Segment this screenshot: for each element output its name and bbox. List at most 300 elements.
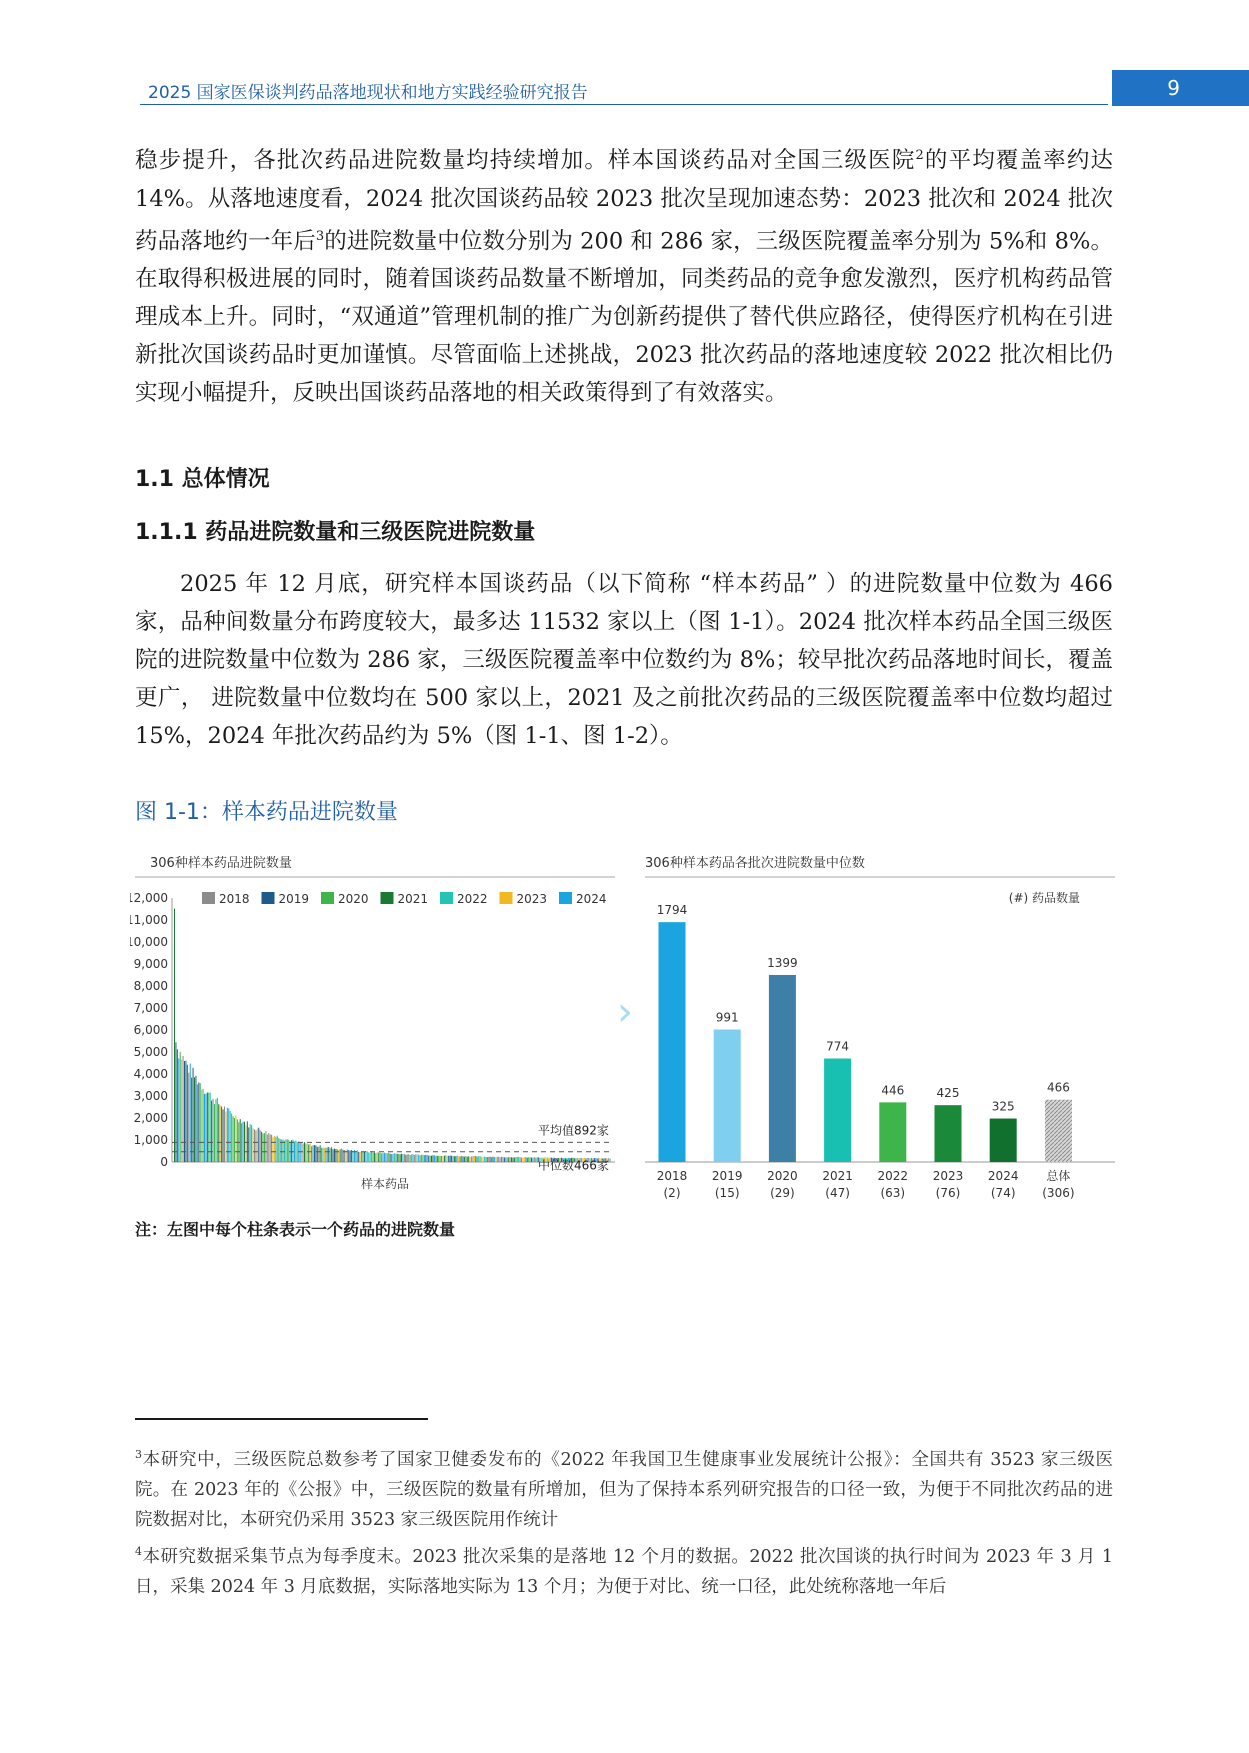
left-bar bbox=[305, 1143, 306, 1162]
left-bar bbox=[247, 1121, 248, 1162]
left-bar bbox=[458, 1156, 459, 1162]
left-bar bbox=[228, 1108, 229, 1162]
left-bar bbox=[195, 1076, 196, 1162]
left-y-tick-label: 1,000 bbox=[133, 1133, 168, 1147]
left-bar bbox=[381, 1153, 382, 1162]
left-bar bbox=[507, 1157, 508, 1162]
left-bar bbox=[432, 1155, 433, 1162]
left-bar bbox=[320, 1145, 321, 1162]
left-bar bbox=[278, 1138, 279, 1162]
left-bar bbox=[180, 1052, 181, 1162]
left-legend-swatch bbox=[202, 892, 215, 904]
left-bar bbox=[257, 1129, 258, 1162]
left-bar bbox=[398, 1154, 399, 1162]
right-bar-value-label: 466 bbox=[1046, 1080, 1070, 1095]
left-y-tick-label: 2,000 bbox=[133, 1111, 168, 1125]
left-bar bbox=[263, 1133, 264, 1162]
left-bar bbox=[457, 1156, 458, 1162]
left-y-tick-label: 4,000 bbox=[133, 1067, 168, 1081]
left-bar bbox=[231, 1114, 232, 1162]
left-bar bbox=[243, 1122, 244, 1162]
left-x-label: 样本药品 bbox=[360, 1177, 410, 1191]
left-bar bbox=[351, 1150, 352, 1162]
left-bar bbox=[482, 1157, 483, 1162]
right-count-label: (74) bbox=[990, 1186, 1016, 1200]
right-category-label: 2024 bbox=[987, 1169, 1019, 1183]
left-bar bbox=[318, 1147, 319, 1162]
left-bar bbox=[383, 1153, 384, 1162]
left-bar bbox=[325, 1148, 326, 1162]
left-bar bbox=[275, 1137, 276, 1162]
right-count-label: (29) bbox=[770, 1186, 795, 1200]
right-bar-value-label: 325 bbox=[991, 1099, 1015, 1114]
left-bar bbox=[204, 1094, 205, 1162]
left-bar bbox=[348, 1150, 349, 1162]
left-bar bbox=[397, 1154, 398, 1162]
left-bar bbox=[485, 1157, 486, 1162]
left-bar bbox=[367, 1151, 368, 1162]
left-bar bbox=[380, 1153, 381, 1162]
left-bar bbox=[388, 1153, 389, 1162]
left-bar bbox=[508, 1157, 509, 1162]
left-bar bbox=[355, 1151, 356, 1162]
left-bar bbox=[315, 1145, 316, 1162]
left-legend-swatch bbox=[262, 892, 275, 904]
left-bar bbox=[455, 1156, 456, 1162]
left-bar bbox=[304, 1142, 305, 1162]
left-bar bbox=[190, 1064, 191, 1162]
left-bar bbox=[337, 1149, 338, 1162]
left-bar bbox=[498, 1157, 499, 1162]
left-chart bbox=[130, 855, 615, 1191]
left-bar bbox=[221, 1107, 222, 1162]
left-bar bbox=[295, 1140, 296, 1162]
left-bar bbox=[511, 1157, 512, 1162]
page-number: 9 bbox=[1167, 76, 1180, 100]
left-bar bbox=[214, 1104, 215, 1162]
left-bar bbox=[224, 1106, 225, 1162]
left-bar bbox=[248, 1127, 249, 1162]
right-category-label: 2023 bbox=[932, 1169, 964, 1183]
left-bar bbox=[323, 1148, 324, 1162]
left-bar bbox=[488, 1157, 489, 1162]
left-bar bbox=[497, 1157, 498, 1162]
left-bar bbox=[233, 1116, 234, 1162]
page-header bbox=[0, 0, 1249, 110]
left-bar bbox=[203, 1089, 204, 1162]
right-legend-note: (#) 药品数量 bbox=[1008, 891, 1080, 905]
left-bar bbox=[244, 1122, 245, 1162]
left-bar bbox=[472, 1156, 473, 1162]
left-legend-label: 2018 bbox=[219, 892, 250, 906]
left-bar bbox=[501, 1157, 502, 1162]
left-bar bbox=[471, 1156, 472, 1162]
left-bar bbox=[477, 1157, 478, 1162]
left-bar bbox=[520, 1157, 521, 1162]
right-bar bbox=[659, 922, 686, 1162]
left-bar bbox=[368, 1152, 369, 1162]
left-bar bbox=[514, 1158, 515, 1162]
left-y-tick-label: 5,000 bbox=[133, 1045, 168, 1059]
left-bar bbox=[215, 1099, 216, 1162]
left-bar bbox=[441, 1156, 442, 1162]
left-bar bbox=[478, 1156, 479, 1162]
left-bar bbox=[188, 1073, 189, 1162]
left-bar bbox=[260, 1130, 261, 1162]
left-bar bbox=[418, 1155, 419, 1162]
left-bar bbox=[284, 1140, 285, 1162]
left-y-tick-label: 7,000 bbox=[133, 1001, 168, 1015]
left-bar bbox=[241, 1123, 242, 1162]
left-bar bbox=[434, 1155, 435, 1162]
left-bar bbox=[412, 1154, 413, 1162]
left-bar bbox=[245, 1125, 246, 1162]
right-bar-value-label: 425 bbox=[936, 1086, 960, 1101]
left-bar bbox=[467, 1157, 468, 1162]
intro-text-a: 稳步提升，各批次药品进院数量均持续增加。样本国谈药品对全国三级医院 bbox=[135, 147, 916, 174]
left-bar bbox=[531, 1158, 532, 1162]
left-bar bbox=[494, 1157, 495, 1162]
footnote-ref-3: 3 bbox=[315, 228, 325, 244]
right-category-label: 2018 bbox=[656, 1169, 688, 1183]
left-bar bbox=[211, 1101, 212, 1162]
left-bar bbox=[487, 1157, 488, 1162]
left-bar bbox=[333, 1149, 334, 1162]
right-bar bbox=[824, 1059, 851, 1162]
left-bar bbox=[350, 1151, 351, 1162]
left-bar bbox=[331, 1147, 332, 1162]
left-chart-title: 306种样本药品进院数量 bbox=[150, 856, 292, 871]
left-bar bbox=[492, 1157, 493, 1162]
right-category-label: 2019 bbox=[711, 1169, 743, 1183]
left-annotations bbox=[172, 1122, 613, 1172]
left-bar bbox=[347, 1149, 348, 1162]
left-bar bbox=[405, 1155, 406, 1162]
left-bar bbox=[445, 1155, 446, 1162]
left-bar bbox=[417, 1154, 418, 1162]
left-bar bbox=[394, 1153, 395, 1162]
left-bar bbox=[404, 1154, 405, 1162]
header-title: 2025 国家医保谈判药品落地现状和地方实践经验研究报告 bbox=[148, 83, 588, 103]
left-y-tick-label: 6,000 bbox=[133, 1023, 168, 1037]
left-bar bbox=[360, 1152, 361, 1162]
left-bar bbox=[218, 1104, 219, 1162]
left-bar bbox=[345, 1151, 346, 1162]
left-bar bbox=[427, 1155, 428, 1162]
left-bar bbox=[480, 1156, 481, 1162]
right-bar bbox=[714, 1030, 741, 1162]
section-heading: 1.1 总体情况 bbox=[135, 467, 270, 492]
left-bar bbox=[253, 1128, 254, 1162]
left-bar bbox=[421, 1155, 422, 1162]
chevron-right-icon: › bbox=[617, 989, 633, 1035]
left-bar bbox=[201, 1090, 202, 1162]
left-bar bbox=[527, 1158, 528, 1162]
left-bar bbox=[301, 1143, 302, 1162]
left-bar bbox=[464, 1157, 465, 1162]
left-bar bbox=[391, 1154, 392, 1162]
right-bars bbox=[645, 903, 1115, 1200]
left-bar bbox=[610, 1159, 611, 1162]
left-bar bbox=[270, 1135, 271, 1162]
left-legend-label: 2020 bbox=[338, 892, 369, 906]
left-bar bbox=[435, 1156, 436, 1162]
left-bar bbox=[450, 1156, 451, 1162]
left-bar bbox=[474, 1156, 475, 1162]
left-bar bbox=[530, 1157, 531, 1162]
left-bar bbox=[237, 1120, 238, 1162]
left-legend-swatch bbox=[321, 892, 334, 904]
left-bar bbox=[287, 1139, 288, 1162]
left-y-tick-label: 0 bbox=[160, 1155, 168, 1169]
left-y-tick-label: 11,000 bbox=[130, 913, 168, 927]
left-bar bbox=[174, 909, 175, 1162]
left-bar bbox=[470, 1157, 471, 1162]
left-bar bbox=[197, 1084, 198, 1162]
left-bar bbox=[415, 1154, 416, 1162]
left-bar bbox=[334, 1149, 335, 1162]
left-bar bbox=[437, 1156, 438, 1162]
left-bar bbox=[502, 1157, 503, 1162]
left-legend bbox=[202, 892, 607, 906]
left-bar bbox=[447, 1156, 448, 1162]
left-bar bbox=[461, 1156, 462, 1162]
left-bar bbox=[401, 1154, 402, 1162]
left-bar bbox=[384, 1153, 385, 1162]
left-bar bbox=[178, 1058, 179, 1162]
left-bar bbox=[448, 1156, 449, 1162]
right-count-label: (2) bbox=[663, 1186, 681, 1200]
right-category-label: 2021 bbox=[822, 1169, 853, 1183]
figure-svg bbox=[130, 850, 1120, 1210]
left-y-tick-label: 10,000 bbox=[130, 935, 168, 949]
left-bar bbox=[273, 1137, 274, 1162]
right-bar bbox=[935, 1105, 962, 1162]
left-bar bbox=[310, 1144, 311, 1162]
left-bar bbox=[505, 1157, 506, 1162]
left-bar bbox=[402, 1154, 403, 1162]
left-bar bbox=[475, 1156, 476, 1162]
left-bar bbox=[387, 1153, 388, 1162]
left-legend-label: 2024 bbox=[576, 892, 607, 906]
left-bar bbox=[420, 1155, 421, 1162]
left-bar bbox=[207, 1093, 208, 1162]
left-bar bbox=[353, 1151, 354, 1162]
left-bar bbox=[341, 1149, 342, 1162]
left-bar bbox=[225, 1112, 226, 1162]
left-bar bbox=[268, 1133, 269, 1162]
left-bar bbox=[481, 1157, 482, 1162]
left-bar bbox=[444, 1156, 445, 1162]
left-bar bbox=[361, 1151, 362, 1162]
left-bar bbox=[265, 1131, 266, 1162]
body-paragraph bbox=[135, 565, 1113, 755]
intro-paragraph bbox=[135, 137, 1113, 412]
left-bar bbox=[408, 1154, 409, 1162]
left-bar bbox=[428, 1156, 429, 1162]
left-bar bbox=[267, 1135, 268, 1162]
left-bar bbox=[303, 1143, 304, 1162]
right-category-label: 2020 bbox=[767, 1169, 798, 1183]
right-bar-value-label: 1794 bbox=[656, 903, 688, 918]
left-bar bbox=[227, 1108, 228, 1162]
right-bar bbox=[990, 1119, 1017, 1162]
left-bar bbox=[324, 1148, 325, 1162]
left-bar bbox=[235, 1116, 236, 1162]
left-bar bbox=[184, 1061, 185, 1162]
left-bar bbox=[177, 1049, 178, 1162]
figure-note: 注：左图中每个柱条表示一个药品的进院数量 bbox=[135, 1220, 456, 1239]
left-bar bbox=[294, 1142, 295, 1162]
left-bar bbox=[524, 1157, 525, 1162]
left-bar bbox=[335, 1149, 336, 1162]
left-bar bbox=[340, 1149, 341, 1162]
left-bar bbox=[452, 1156, 453, 1162]
left-bar bbox=[517, 1157, 518, 1162]
left-bar bbox=[307, 1143, 308, 1162]
left-bar bbox=[250, 1124, 251, 1162]
left-bar bbox=[375, 1153, 376, 1162]
left-legend-label: 2019 bbox=[278, 892, 310, 906]
left-bar bbox=[327, 1147, 328, 1162]
right-chart-title: 306种样本药品各批次进院数量中位数 bbox=[645, 856, 865, 871]
body-paragraph-text: 2025 年 12 月底，研究样本国谈药品（以下简称 “样本药品” ）的进院数量中位数为 466 家，品种间数量分布跨度较大，最多达 11532 家以上（图 1-1）。2024 批次样本药品全国三级医院的进院数量中位数为 286 家，三级医院覆盖率中位数约为 8%；较早批次药品落地时间长，覆盖更广， 进院数量中位数均在 500 家以上，2021 及之前批次药品的三级医院覆盖率中位数均超过 15%，2024 年批次药品约为 5%（图 1-1、图 1-2）。 bbox=[135, 571, 1113, 749]
right-bar bbox=[1045, 1100, 1072, 1162]
left-bar bbox=[271, 1135, 272, 1162]
left-bar bbox=[194, 1077, 195, 1162]
left-bar bbox=[510, 1157, 511, 1162]
left-bar bbox=[191, 1078, 192, 1162]
left-legend-swatch bbox=[440, 892, 453, 904]
footnote-ref-2: 2 bbox=[915, 148, 924, 163]
left-bar bbox=[393, 1154, 394, 1162]
right-bar bbox=[879, 1102, 906, 1162]
left-bar bbox=[308, 1144, 309, 1162]
left-bar bbox=[230, 1111, 231, 1162]
left-bar bbox=[217, 1098, 218, 1162]
left-bar bbox=[442, 1156, 443, 1162]
left-bar bbox=[187, 1065, 188, 1162]
left-bar bbox=[512, 1157, 513, 1162]
left-legend-swatch bbox=[559, 892, 572, 904]
left-bar bbox=[374, 1152, 375, 1162]
left-bar bbox=[532, 1158, 533, 1162]
left-bar bbox=[365, 1151, 366, 1162]
footnotes bbox=[135, 1440, 1113, 1604]
footnote-3-mark: 3 bbox=[135, 1448, 142, 1461]
left-legend-label: 2021 bbox=[397, 892, 429, 906]
right-bar-value-label: 446 bbox=[881, 1083, 905, 1098]
figure-1-1 bbox=[130, 850, 1120, 1210]
left-bar bbox=[293, 1140, 294, 1162]
left-bar bbox=[223, 1109, 224, 1162]
left-bar bbox=[430, 1156, 431, 1162]
left-bar bbox=[297, 1142, 298, 1162]
left-bar bbox=[390, 1154, 391, 1162]
left-bar bbox=[185, 1061, 186, 1162]
left-bar bbox=[314, 1145, 315, 1162]
left-bar bbox=[311, 1146, 312, 1162]
left-bar bbox=[378, 1153, 379, 1162]
left-bar bbox=[414, 1155, 415, 1162]
left-bar bbox=[255, 1130, 256, 1162]
left-bar bbox=[193, 1068, 194, 1162]
left-bar bbox=[363, 1152, 364, 1162]
right-bar-value-label: 774 bbox=[826, 1039, 850, 1054]
right-chart bbox=[645, 855, 1115, 1200]
left-bar bbox=[313, 1145, 314, 1162]
left-bar bbox=[264, 1133, 265, 1162]
left-bar bbox=[525, 1157, 526, 1162]
left-bar bbox=[274, 1136, 275, 1162]
left-bar bbox=[205, 1094, 206, 1162]
left-bar bbox=[407, 1154, 408, 1162]
header-rule bbox=[140, 104, 1108, 105]
figure-title: 图 1-1：样本药品进院数量 bbox=[135, 800, 398, 825]
left-bar bbox=[277, 1136, 278, 1162]
footnote-4 bbox=[135, 1537, 1113, 1602]
left-bar bbox=[411, 1155, 412, 1162]
right-bar-value-label: 991 bbox=[715, 1010, 739, 1025]
right-bar-value-label: 1399 bbox=[767, 955, 798, 970]
left-bar bbox=[528, 1157, 529, 1162]
left-bar bbox=[371, 1151, 372, 1162]
left-bar bbox=[200, 1083, 201, 1162]
left-y-tick-label: 12,000 bbox=[130, 891, 168, 905]
left-bar bbox=[495, 1157, 496, 1162]
left-bar bbox=[522, 1157, 523, 1162]
right-count-label: (47) bbox=[825, 1186, 850, 1200]
left-bar bbox=[484, 1157, 485, 1162]
left-bar bbox=[535, 1158, 536, 1162]
left-bar bbox=[234, 1118, 235, 1162]
left-bar bbox=[261, 1132, 262, 1162]
left-bar bbox=[240, 1119, 241, 1162]
left-bar bbox=[500, 1157, 501, 1162]
left-bar bbox=[213, 1099, 214, 1162]
left-bar bbox=[291, 1140, 292, 1162]
left-bar bbox=[317, 1147, 318, 1162]
left-bar bbox=[454, 1156, 455, 1162]
left-bar bbox=[468, 1156, 469, 1162]
left-bar bbox=[400, 1154, 401, 1162]
left-bar bbox=[258, 1128, 259, 1162]
left-bar bbox=[395, 1154, 396, 1162]
left-bar bbox=[300, 1143, 301, 1162]
subsection-heading: 1.1.1 药品进院数量和三级医院进院数量 bbox=[135, 520, 536, 545]
left-bar bbox=[183, 1056, 184, 1162]
left-y-tick-label: 8,000 bbox=[133, 979, 168, 993]
left-bar bbox=[424, 1155, 425, 1162]
left-bar bbox=[373, 1153, 374, 1162]
intro-text-c: 的进院数量中位数分别为 200 和 286 家，三级医院覆盖率分别为 5%和 8%。在取得积极进展的同时，随着国谈药品数量不断增加，同类药品的竞争愈发激烈，医疗机构药品管理成本上升。同时，“双通道”管理机制的推广为创新药提供了替代供应路径，使得医疗机构在引进新批次国谈药品时更加谨慎。尽管面临上述挑战，2023 批次药品的落地速度较 2022 批次相比仍实现小幅提升，反映出国谈药品落地的相关政策得到了有效落实。 bbox=[135, 228, 1113, 406]
footnote-4-text: 本研究数据采集节点为每季度末。2023 批次采集的是落地 12 个月的数据。2022 批次国谈的执行时间为 2023 年 3 月 1 日，采集 2024 年 3 月底数据，实际落地实际为 13 个月；为便于对比、统一口径，此处统称落地一年后 bbox=[135, 1546, 1113, 1597]
left-bar bbox=[175, 1042, 176, 1162]
right-category-label: 总体 bbox=[1046, 1169, 1071, 1183]
footnote-3-text: 本研究中，三级医院总数参考了国家卫健委发布的《2022 年我国卫生健康事业发展统计公报》：全国共有 3523 家三级医院。在 2023 年的《公报》中，三级医院的数量有所增加，但为了保持本系列研究报告的口径一致，为便于不同批次药品的进院数据对比，本研究仍采用 3523 家三级医院用作统计 bbox=[135, 1449, 1113, 1530]
left-bar bbox=[410, 1155, 411, 1162]
footnote-4-mark: 4 bbox=[135, 1544, 142, 1558]
left-bar bbox=[440, 1156, 441, 1162]
right-category-label: 2022 bbox=[877, 1169, 909, 1183]
left-bar bbox=[377, 1152, 378, 1162]
left-legend-label: 2022 bbox=[457, 892, 488, 906]
left-y-tick-label: 9,000 bbox=[133, 957, 168, 971]
footnote-rule bbox=[135, 1418, 428, 1420]
right-count-label: (15) bbox=[714, 1186, 740, 1200]
left-legend-label: 2023 bbox=[516, 892, 548, 906]
left-bar bbox=[518, 1157, 519, 1162]
